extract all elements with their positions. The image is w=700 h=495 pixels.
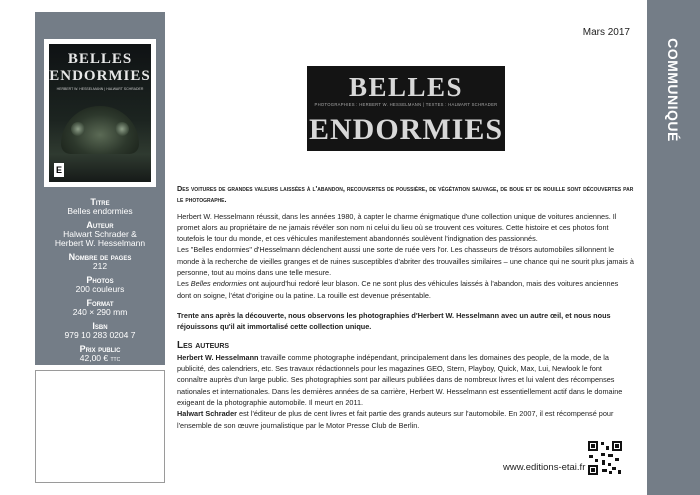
headlight-right <box>115 122 129 136</box>
title-banner <box>307 66 505 151</box>
empty-frame <box>35 370 165 483</box>
author-1-name: Herbert W. Hesselmann <box>177 352 259 362</box>
paragraph-3 <box>177 278 634 301</box>
pages-value: 212 <box>92 261 108 271</box>
photos-label: Photos <box>86 275 114 285</box>
author-1-bio <box>177 352 634 408</box>
banner-authors: PHOTOGRAPHIES : HERBERT W. HESSELMANN | TEXTES : HALWART SCHRADER <box>314 102 498 107</box>
paragraph-3-post: ont aujourd'hui redoré leur blason. Ce ne sont plus des véhicules laissés à l'abandon, mais des voitures anciennes dont on soigne, l'état d'origine ou la patine. La rouille est devenue présentable. <box>177 279 619 300</box>
format-value: 240 × 290 mm <box>72 307 128 317</box>
lead-paragraph: Des voitures de grandes valeurs laissées à l'abandon, recouvertes de poussière, de végétation sauvage, de boue et de rouille sont découvertes par le photographe. <box>177 184 634 205</box>
headlight-left <box>71 122 85 136</box>
author-2-name: Halwart Schrader <box>177 409 238 419</box>
prix-value: 42,00 € <box>79 353 109 363</box>
paragraph-4: Trente ans après la découverte, nous observons les photographies d'Herbert W. Hesselmann avec un autre œil, et nous nous réjouissons qu'il ait immortalisé cette collection unique. <box>177 310 611 332</box>
communique-label: COMMUNIQUÉ <box>665 38 681 142</box>
date-label: Mars 2017 <box>582 27 630 38</box>
author-2-bio <box>177 408 634 431</box>
format-label: Format <box>86 298 114 308</box>
cover-title-line1: BELLES <box>67 51 133 67</box>
titre-value: Belles endormies <box>67 206 133 216</box>
author-2-text: est l'éditeur de plus de cent livres et fait partie des grands auteurs sur l'automobile. En 2007, il est récompensé pour l'ensemble de son œuvre journalistique par le Motor Presse Club de Berlin. <box>177 409 614 430</box>
qr-code-icon[interactable] <box>588 441 622 475</box>
book-info-sidebar <box>35 12 165 365</box>
authors-heading: Les auteurs <box>177 339 230 351</box>
paragraph-3-title: Belles endormies <box>190 279 247 289</box>
titre-label: Titre <box>90 197 110 207</box>
cover-title-line2: ENDORMIES <box>49 68 151 84</box>
auteur-label: Auteur <box>86 220 114 230</box>
cover-artwork <box>49 44 151 182</box>
paragraph-3-pre: Les <box>177 279 191 289</box>
banner-title-line1: BELLES <box>348 72 464 102</box>
press-release-body <box>177 183 634 431</box>
auteur-value-1: Halwart Schrader & <box>63 229 137 239</box>
banner-title-line2: ENDORMIES <box>308 113 504 146</box>
isbn-label: Isbn <box>92 321 108 331</box>
prix-suffix: TTC <box>110 357 121 363</box>
cover-authors: HERBERT W. HESSELMANN | HALWART SCHRADER <box>56 87 144 91</box>
prix-row <box>35 354 165 365</box>
publisher-logo: E <box>55 165 62 175</box>
publisher-url[interactable]: www.editions-etai.fr <box>503 462 586 473</box>
paragraph-1: Herbert W. Hesselmann réussit, dans les années 1980, à capter le charme énigmatique d'une collection unique de voitures anciennes. Il promet alors au propriétaire de ne jamais révéler son nom ni celui du lieu où se trouvent ces voitures. Cette histoire et ces photos font toutefois le tour du monde, et ces véhicules manifestement abandonnés soulèvent l'indignation des passionnés. <box>177 211 617 244</box>
author-1-text: travaille comme photographe indépendant, principalement dans les domaines des people, de la mode, de la publicité, des calendriers, etc. Ses travaux rédactionnels pour les magazines GEO, Stern, Playboy, Quick, Max, Lui, Newlook le font connaître auprès d'un large public. Ses photographies sont par ailleurs publiées dans de nombreux livres et lui valent des récompenses nationales et internationales. Dans les dernières années de sa carrière, Herbert W. Hesselmann est essentiellement actif dans le domaine exigeant de la photographie automobile. Il meurt en 2011. <box>177 352 623 408</box>
book-metadata <box>35 198 165 365</box>
auteur-value-2: Herbert W. Hesselmann <box>54 238 146 248</box>
book-cover-image <box>44 39 156 187</box>
prix-label: Prix public <box>79 344 121 354</box>
photos-value: 200 couleurs <box>75 284 125 294</box>
pages-label: Nombre de pages <box>68 252 132 262</box>
isbn-value: 979 10 283 0204 7 <box>64 330 136 340</box>
paragraph-2: Les "Belles endormies" d'Hesselmann déclenchent aussi une sorte de ruée vers l'or. Les chasseurs de trésors automobiles sillonnent le monde à la recherche de vieilles granges et de ruines susceptibles d'abriter des trouvailles similaires – une chance qui ne sourit plus jamais à personne, tout au moins dans une telle mesure. <box>177 245 634 278</box>
